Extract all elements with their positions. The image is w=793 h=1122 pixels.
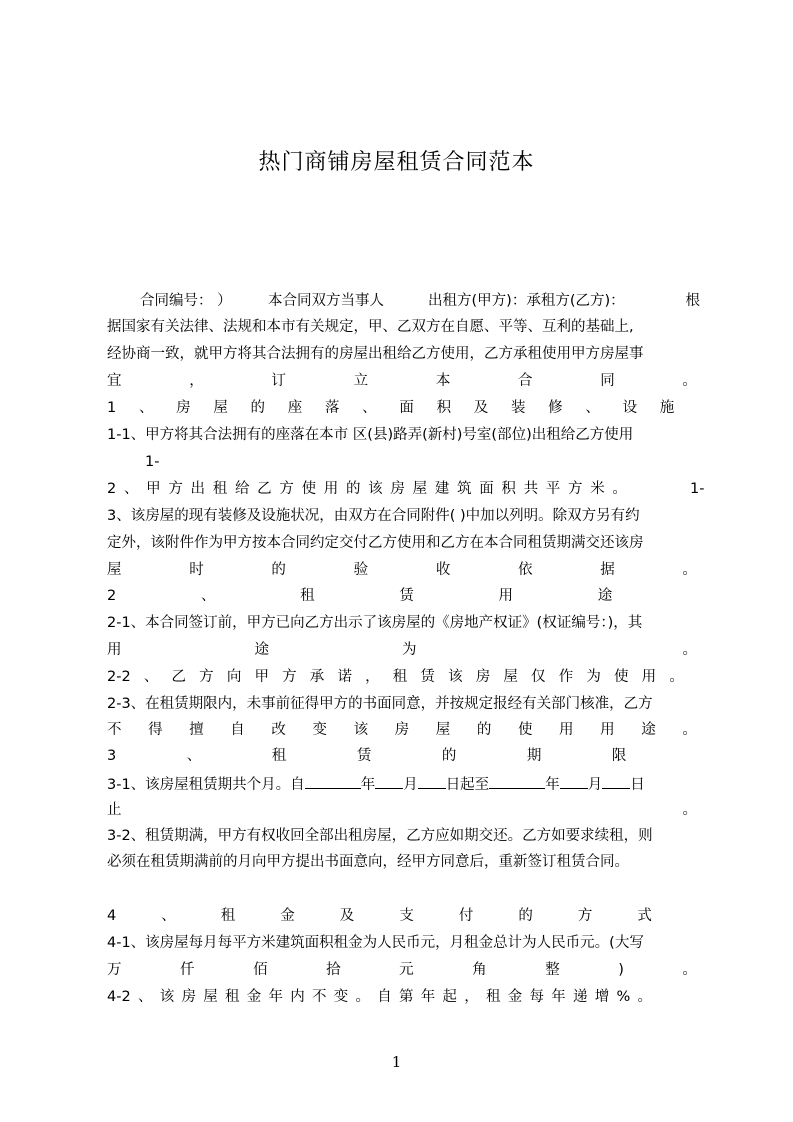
spaced-char: 变	[333, 989, 349, 1005]
spaced-char: 变	[312, 722, 327, 738]
spaced-char: 仅	[531, 669, 546, 685]
spaced-char: 收	[435, 562, 451, 578]
spaced-char: 承	[309, 669, 325, 685]
blank-day	[602, 770, 630, 789]
spaced-char: 期	[526, 748, 542, 764]
spaced-char: 面	[399, 400, 414, 416]
spaced-char: 。	[637, 989, 652, 1005]
justified-line	[107, 637, 697, 663]
spaced-char: 4	[107, 908, 117, 924]
blank-day	[418, 770, 446, 789]
spaced-char: 2	[107, 588, 117, 604]
spaced-char: 支	[399, 908, 414, 924]
spaced-char: 屋	[435, 722, 451, 738]
spaced-char: 。	[682, 562, 697, 578]
spaced-char: 用	[498, 588, 514, 604]
spaced-char: 用	[323, 481, 339, 497]
spaced-char: 房	[475, 669, 491, 685]
document-title: 热门商铺房屋租赁合同范本	[258, 150, 535, 175]
spaced-char: 、	[137, 989, 153, 1005]
spaced-char: 依	[518, 562, 533, 578]
spaced-char: 使	[517, 722, 533, 738]
spaced-char: 不	[311, 989, 327, 1005]
spaced-char: 元	[399, 962, 414, 978]
paragraph-line: 据国家有关法律、法规和本市有关规定，甲、乙双方在自愿、平等、互利的基础上,	[107, 319, 634, 335]
spaced-char: 、	[161, 908, 176, 924]
spaced-char: )	[618, 962, 624, 978]
spaced-char: 该	[353, 722, 369, 738]
spaced-char: 修	[548, 400, 563, 416]
spaced-char: 给	[234, 481, 250, 497]
section-heading-3	[107, 743, 697, 769]
spaced-char: 合	[518, 373, 533, 389]
spaced-char: 每	[529, 989, 544, 1005]
spaced-char: 、	[138, 400, 154, 416]
spaced-char: 仟	[180, 962, 195, 978]
spaced-char: 方	[282, 669, 297, 685]
spaced-char: 租	[392, 669, 408, 685]
paragraph-line: 1-	[145, 454, 160, 470]
spaced-char: ，	[365, 669, 380, 685]
spaced-char: %	[616, 989, 631, 1005]
spaced-char: 作	[558, 669, 574, 685]
spaced-char: 租	[271, 748, 287, 764]
paragraph-line: 定外，该附件作为甲方按本合同约定交付乙方使用和乙方在本合同租赁期满交还该房	[107, 535, 644, 551]
spaced-char: 的	[345, 481, 361, 497]
spaced-char: 。	[612, 481, 627, 497]
spaced-char: 1	[107, 400, 117, 416]
area-sentence	[107, 476, 627, 502]
paragraph-line: 必须在租赁期满前的月向甲方提出书面意向，经甲方同意后，重新签订租赁合同。	[107, 854, 629, 870]
spaced-char: 屋	[203, 989, 218, 1005]
spaced-char: 房	[390, 481, 405, 497]
spaced-char: 付	[458, 908, 474, 924]
blank-year	[305, 770, 361, 789]
spaced-char: 甲	[254, 669, 269, 685]
spaced-char: 式	[637, 908, 652, 924]
blank-year	[489, 770, 545, 789]
justified-line	[107, 957, 697, 983]
spaced-char: 内	[290, 989, 305, 1005]
justified-line	[107, 717, 697, 743]
paragraph-line: 2-1、本合同签订前，甲方已向乙方出示了该房屋的《房地产权证》(权证编号：)，其	[107, 615, 643, 631]
spaced-char: 租	[220, 908, 236, 924]
spaced-char: 。	[682, 802, 697, 818]
spaced-char: 用	[107, 642, 122, 658]
spaced-char: 面	[479, 481, 494, 497]
paragraph-line: 1-1、甲方将其合法拥有的座落在本市 区(县)路弄(新村)号室(部位)出租给乙方使用	[107, 427, 634, 443]
spaced-char: 改	[271, 722, 286, 738]
spaced-char: 筑	[456, 481, 472, 497]
spaced-char: 3	[107, 748, 117, 764]
spaced-char: 方	[168, 481, 183, 497]
spaced-char: 年	[551, 989, 566, 1005]
spaced-char: 同	[600, 373, 615, 389]
spaced-char: 房	[394, 722, 410, 738]
justified-line	[107, 557, 697, 583]
spaced-char: 甲	[146, 481, 161, 497]
spaced-char: 建	[434, 481, 450, 497]
spaced-char: 第	[398, 989, 414, 1005]
spaced-char: 止	[107, 802, 122, 818]
header-tail: 根	[685, 293, 700, 309]
spaced-char: 平	[545, 481, 561, 497]
spaced-char: 、	[123, 481, 139, 497]
spaced-char: 。	[682, 962, 697, 978]
spaced-char: 用	[559, 722, 574, 738]
spaced-char: 为	[586, 669, 601, 685]
spaced-char: 乙	[171, 669, 186, 685]
spaced-char: 立	[353, 373, 369, 389]
spaced-char: 屋	[213, 400, 228, 416]
spaced-char: 方	[199, 669, 214, 685]
spaced-char: 米	[590, 481, 605, 497]
spaced-char: 该	[159, 989, 175, 1005]
spaced-char: 4-2	[107, 989, 131, 1005]
spaced-char: 装	[510, 400, 526, 416]
spaced-char: 出	[190, 481, 206, 497]
spaced-char: 金	[280, 908, 295, 924]
spaced-char: 年	[268, 989, 283, 1005]
page-number: 1	[391, 1053, 402, 1071]
spaced-char: 不	[107, 722, 122, 738]
spaced-char: 。	[669, 669, 684, 685]
spaced-char: ，	[464, 989, 479, 1005]
spaced-char: 金	[246, 989, 262, 1005]
spaced-char: 途	[254, 642, 269, 658]
spaced-char: 途	[641, 722, 656, 738]
spaced-char: 屋	[107, 562, 122, 578]
spaced-char: 的	[441, 748, 457, 764]
spaced-char: 诺	[337, 669, 352, 685]
spaced-char: 该	[368, 481, 383, 497]
spaced-char: 设	[622, 400, 638, 416]
spaced-char: 。	[355, 989, 370, 1005]
spaced-char: 用	[600, 722, 615, 738]
spaced-char: 赁	[399, 588, 414, 604]
spaced-char: 使	[301, 481, 317, 497]
section-heading-4	[107, 903, 697, 929]
spaced-char: 自	[230, 722, 245, 738]
spaced-char: 方	[279, 481, 294, 497]
spaced-char: 的	[518, 908, 533, 924]
spaced-char: 2-2	[107, 669, 131, 685]
spaced-char: 方	[568, 481, 583, 497]
blank-month	[560, 770, 588, 789]
spaced-char: 整	[545, 962, 560, 978]
spaced-char: 赁	[356, 748, 372, 764]
spaced-char: 、	[200, 588, 216, 604]
area-tail: 1-	[690, 481, 705, 497]
spaced-char: 共	[523, 481, 539, 497]
spaced-char: 得	[148, 722, 163, 738]
paragraph-line: 经协商一致，就甲方将其合法拥有的房屋出租给乙方使用，乙方承租使用甲方房屋事	[107, 346, 644, 362]
spaced-char: 的	[250, 400, 266, 416]
spaced-char: 及	[339, 908, 355, 924]
spaced-char: 增	[594, 989, 610, 1005]
contract-header-line	[140, 288, 700, 314]
spaced-char: ，	[189, 373, 204, 389]
spaced-char: 方	[577, 908, 593, 924]
spaced-char: 擅	[189, 722, 204, 738]
spaced-char: 落	[324, 400, 340, 416]
spaced-char: 。	[682, 722, 697, 738]
section-heading-2	[107, 583, 697, 609]
spaced-char: 租	[300, 588, 315, 604]
blank-month	[375, 770, 403, 789]
paragraph-line: 3-2、租赁期满，甲方有权收回全部出租房屋，乙方应如期交还。乙方如要求续租，则	[107, 828, 653, 844]
spaced-char: 的	[476, 722, 492, 738]
paragraph-line: 4-1、该房屋每月每平方米建筑面积租金为人民币元，月租金总计为人民币元。(大写	[107, 935, 644, 951]
spaced-char: 、	[585, 400, 600, 416]
paragraph-line: 2-3、在租赁期限内，未事前征得甲方的书面同意，并按规定报经有关部门核准，乙方	[107, 696, 653, 712]
spaced-char: 2	[107, 481, 117, 497]
spaced-char: 万	[107, 962, 122, 978]
spaced-char: 向	[226, 669, 242, 685]
spaced-char: 租	[224, 989, 240, 1005]
spaced-char: 积	[501, 481, 516, 497]
spaced-char: 起	[442, 989, 457, 1005]
spaced-char: 。	[682, 642, 697, 658]
lease-period-line: 3-1、该房屋租赁期共个月。自 年 月 日起至 年 月 日	[107, 770, 697, 796]
spaced-char: 据	[600, 562, 615, 578]
spaced-char: 屋	[412, 481, 428, 497]
spaced-char: 限	[611, 748, 627, 764]
spaced-char: 该	[448, 669, 463, 685]
lessor-lessee-label: 出租方(甲方)：承租方(乙方)：	[428, 293, 625, 309]
spaced-char: 递	[572, 989, 588, 1005]
spaced-char: 。	[682, 373, 697, 389]
spaced-char: 屋	[503, 669, 518, 685]
section-heading-1	[107, 395, 697, 421]
parties-label: 本合同双方当事人	[268, 293, 384, 309]
spaced-char: 房	[181, 989, 196, 1005]
justified-line	[107, 984, 652, 1010]
paragraph-line: 3、该房屋的现有装修及设施状况，由双方在合同附件( )中加以列明。除双方另有约	[107, 508, 640, 524]
spaced-char: 赁	[420, 669, 435, 685]
spaced-char: 施	[659, 400, 675, 416]
spaced-char: 乙	[257, 481, 272, 497]
spaced-char: 、	[186, 748, 202, 764]
justified-line	[107, 664, 697, 690]
justified-line	[107, 797, 697, 823]
spaced-char: 房	[176, 400, 191, 416]
spaced-char: 座	[287, 400, 303, 416]
spaced-char: 拾	[326, 962, 341, 978]
spaced-char: 验	[353, 562, 369, 578]
spaced-char: 宜	[107, 373, 122, 389]
spaced-char: 本	[435, 373, 451, 389]
spaced-char: 角	[472, 962, 487, 978]
spaced-char: 年	[420, 989, 436, 1005]
spaced-char: 佰	[253, 962, 268, 978]
spaced-char: 用	[641, 669, 657, 685]
spaced-char: 、	[143, 669, 159, 685]
contract-number-label: 合同编号： ）	[140, 293, 232, 309]
spaced-char: 金	[507, 989, 523, 1005]
spaced-char: 途	[597, 588, 613, 604]
spaced-char: 的	[271, 562, 286, 578]
spaced-char: 为	[402, 642, 417, 658]
spaced-char: 及	[473, 400, 489, 416]
spaced-char: 自	[377, 989, 392, 1005]
spaced-char: 订	[271, 373, 286, 389]
justified-line	[107, 368, 697, 394]
spaced-char: 时	[189, 562, 204, 578]
spaced-char: 、	[362, 400, 377, 416]
spaced-char: 使	[614, 669, 629, 685]
spaced-char: 积	[436, 400, 452, 416]
spaced-char: 租	[485, 989, 501, 1005]
spaced-char: 租	[212, 481, 228, 497]
area-line	[107, 476, 707, 502]
